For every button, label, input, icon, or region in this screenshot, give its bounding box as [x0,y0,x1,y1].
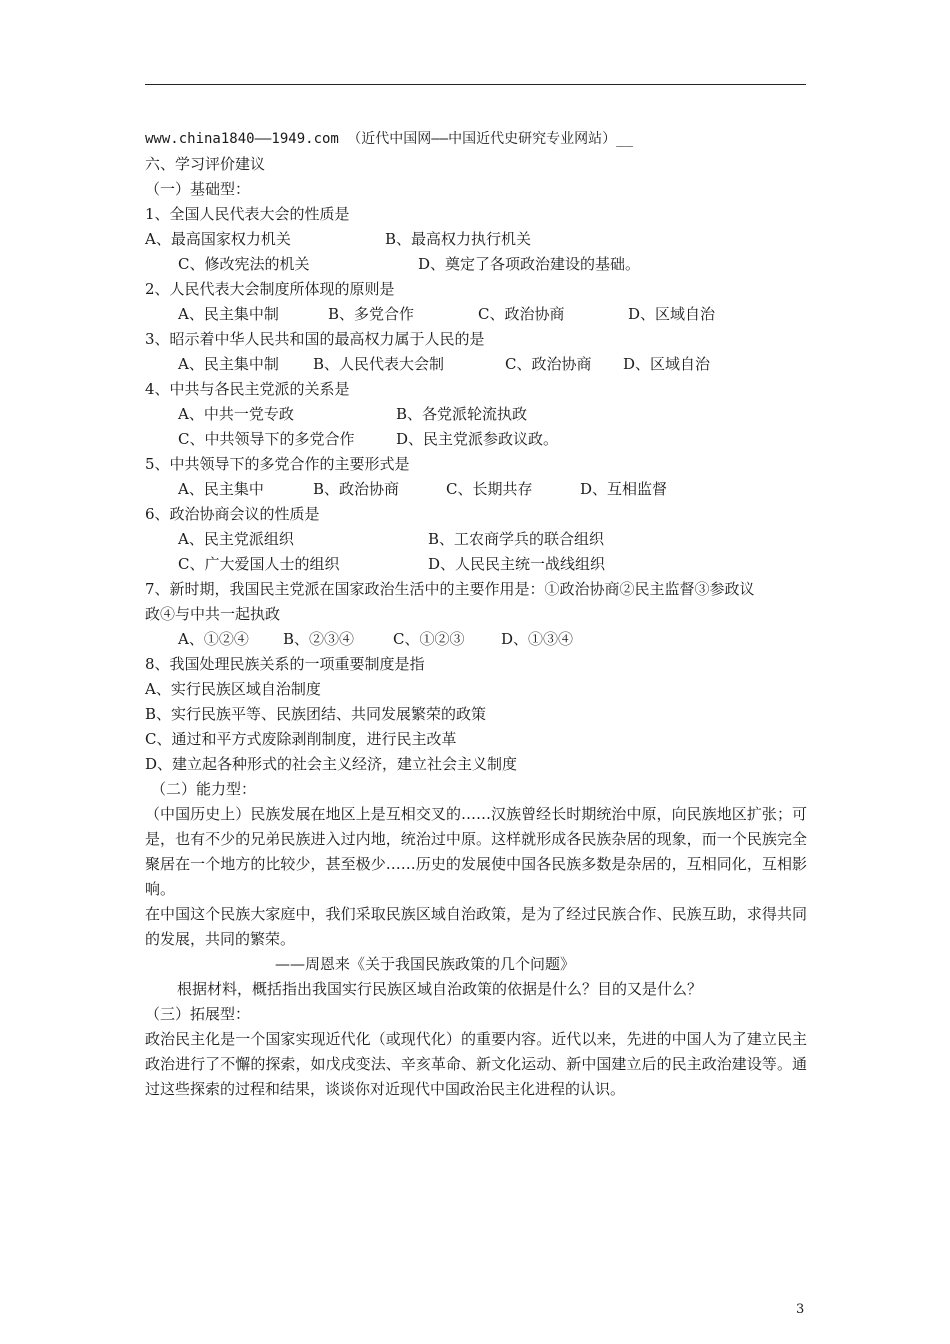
section-title: 六、学习评价建议 [145,155,266,173]
q3-option-a: A、民主集中制 [178,355,279,373]
q6-options-row2 [145,552,807,577]
ability-question: 根据材料，概括指出我国实行民族区域自治政策的依据是什么？目的又是什么？ [177,980,703,998]
q8-option-a: A、实行民族区域自治制度 [145,680,321,698]
q8-stem: 8、我国处理民族关系的一项重要制度是指 [145,655,425,673]
document-body [145,127,807,1102]
q3-option-d: D、区域自治 [623,355,711,373]
q8-option-c: C、通过和平方式废除剥削制度，进行民主改革 [145,730,457,748]
q2-options [145,302,807,327]
q4-stem: 4、中共与各民主党派的关系是 [145,380,350,398]
q1-option-a: A、最高国家权力机关 [145,230,291,248]
extension-paragraph: 政治民主化是一个国家实现近代化（或现代化）的重要内容。近代以来，先进的中国人为了建立民主政治进行了不懈的探索，如戊戌变法、辛亥革命、新文化运动、新中国建立后的民主政治建设等。通过这些探索的过程和结果，谈谈你对近现代中国政治民主化进程的认识。 [145,1030,807,1098]
material-paragraph-1: （中国历史上）民族发展在地区上是互相交叉的……汉族曾经长时期统治中原，向民族地区扩张；可是，也有不少的兄弟民族进入过内地，统治过中原。这样就形成各民族杂居的现象，而一个民族完全聚居在一个地方的比较少，甚至极少……历史的发展使中国各民族多数是杂居的，互相同化，互相影响。 [145,805,807,898]
q5-option-b: B、政治协商 [313,480,400,498]
q6-option-a: A、民主党派组织 [178,530,294,548]
q1-stem: 1、全国人民代表大会的性质是 [145,205,350,223]
q7-stem-line1: 7、新时期，我国民主党派在国家政治生活中的主要作用是：①政治协商②民主监督③参政议 [145,580,755,598]
q1-option-d: D、奠定了各项政治建设的基础。 [418,255,641,273]
q6-option-d: D、人民民主统一战线组织 [428,555,606,573]
source-line: www.china1840——1949.com （近代中国网——中国近代史研究专业网站）__ [145,131,634,147]
q4-option-a: A、中共一党专政 [178,405,294,423]
q7-option-c: C、①②③ [393,630,465,648]
q5-option-c: C、长期共存 [446,480,533,498]
q4-options-row2 [145,427,807,452]
q1-options-row1 [145,227,807,252]
q6-option-b: B、工农商学兵的联合组织 [428,530,605,548]
material-paragraph-2: 在中国这个民族大家庭中，我们采取民族区域自治政策，是为了经过民族合作、民族互助，求得共同的发展，共同的繁荣。 [145,905,807,948]
q5-stem: 5、中共领导下的多党合作的主要形式是 [145,455,410,473]
q5-options [145,477,807,502]
q1-option-b: B、最高权力执行机关 [385,230,532,248]
q2-stem: 2、人民代表大会制度所体现的原则是 [145,280,395,298]
q7-option-a: A、①②④ [178,630,249,648]
q3-stem: 3、昭示着中华人民共和国的最高权力属于人民的是 [145,330,485,348]
page-number: 3 [796,1302,805,1317]
q7-option-b: B、②③④ [283,630,355,648]
header-rule [145,84,806,85]
q6-stem: 6、政治协商会议的性质是 [145,505,320,523]
q2-option-d: D、区域自治 [628,305,716,323]
q6-options-row1 [145,527,807,552]
q4-option-b: B、各党派轮流执政 [396,405,528,423]
q3-option-c: C、政治协商 [505,355,592,373]
ability-heading: （二）能力型： [151,780,257,798]
q3-option-b: B、人民代表大会制 [313,355,445,373]
q6-option-c: C、广大爱国人士的组织 [178,555,340,573]
q8-option-d: D、建立起各种形式的社会主义经济，建立社会主义制度 [145,755,518,773]
q8-option-b: B、实行民族平等、民族团结、共同发展繁荣的政策 [145,705,487,723]
q3-options [145,352,807,377]
basic-heading: （一）基础型： [145,180,251,198]
q4-option-c: C、中共领导下的多党合作 [178,430,355,448]
q2-option-a: A、民主集中制 [178,305,279,323]
extension-heading: （三）拓展型： [145,1005,251,1023]
q7-option-d: D、①③④ [501,630,574,648]
q7-stem-line2: 政④与中共一起执政 [145,605,281,623]
q2-option-b: B、多党合作 [328,305,415,323]
q5-option-a: A、民主集中 [178,480,264,498]
material-attribution: ——周恩来《关于我国民族政策的几个问题》 [275,955,576,973]
q4-option-d: D、民主党派参政议政。 [396,430,559,448]
q5-option-d: D、互相监督 [580,480,668,498]
q1-options-row2 [145,252,807,277]
q2-option-c: C、政治协商 [478,305,565,323]
q7-options [145,627,807,652]
q4-options-row1 [145,402,807,427]
q1-option-c: C、修改宪法的机关 [178,255,310,273]
